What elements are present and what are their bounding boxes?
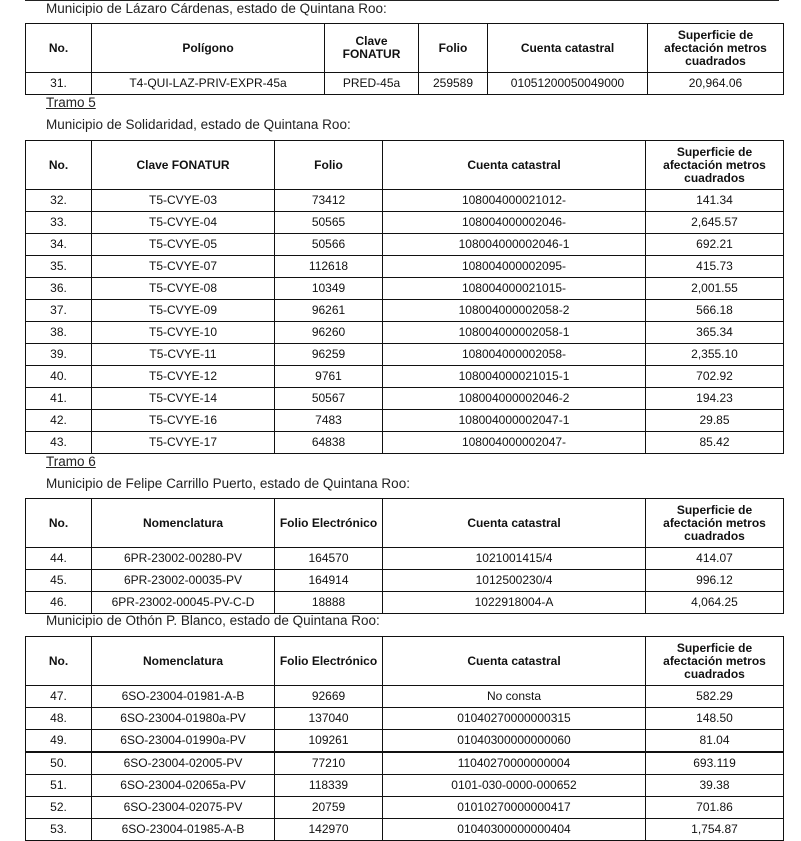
cell-superficie: 702.92 bbox=[646, 366, 784, 388]
cell-clave-fonatur: T5-CVYE-12 bbox=[92, 366, 275, 388]
table-header-row bbox=[26, 499, 784, 548]
cell-no: 42. bbox=[26, 410, 92, 432]
cell-folio-electronico: 142970 bbox=[275, 819, 383, 841]
cell-cuenta-catastral: 108004000002047- bbox=[383, 432, 646, 454]
cell-superficie: 692.21 bbox=[646, 234, 784, 256]
col-header-no: No. bbox=[26, 24, 92, 73]
municipio-othon-p-blanco-caption: Municipio de Othón P. Blanco, estado de Quintana Roo: bbox=[46, 613, 380, 628]
cell-clave-fonatur: T5-CVYE-07 bbox=[92, 256, 275, 278]
cell-cuenta-catastral: 108004000002058-1 bbox=[383, 322, 646, 344]
col-header-cuenta-catastral: Cuenta catastral bbox=[383, 637, 646, 686]
municipio-solidaridad-caption: Municipio de Solidaridad, estado de Quintana Roo: bbox=[46, 117, 351, 132]
cell-clave-fonatur: PRED-45a bbox=[325, 73, 419, 95]
cell-superficie: 194.23 bbox=[646, 388, 784, 410]
cell-cuenta-catastral: 108004000002058- bbox=[383, 344, 646, 366]
table-row bbox=[26, 548, 784, 570]
cell-folio: 96259 bbox=[275, 344, 383, 366]
table-header-row bbox=[26, 141, 784, 190]
col-header-superficie: Superficie de afectación metros cuadrados bbox=[648, 24, 784, 73]
cell-superficie: 20,964.06 bbox=[648, 73, 784, 95]
cell-nomenclatura: 6SO-23004-01990a-PV bbox=[92, 730, 275, 753]
cell-cuenta-catastral: 108004000021015-1 bbox=[383, 366, 646, 388]
cell-cuenta-catastral: 1022918004-A bbox=[383, 592, 646, 614]
cell-superficie: 81.04 bbox=[646, 730, 784, 753]
table-row bbox=[26, 278, 784, 300]
table-header-row bbox=[26, 637, 784, 686]
table-solidaridad bbox=[25, 140, 784, 454]
cell-folio: 50567 bbox=[275, 388, 383, 410]
cell-superficie: 996.12 bbox=[646, 570, 784, 592]
cell-clave-fonatur: T5-CVYE-11 bbox=[92, 344, 275, 366]
cell-folio-electronico: 164914 bbox=[275, 570, 383, 592]
col-header-superficie: Superficie de afectación metros cuadrados bbox=[646, 141, 784, 190]
cell-poligono: T4-QUI-LAZ-PRIV-EXPR-45a bbox=[92, 73, 325, 95]
cell-cuenta-catastral: 108004000021012- bbox=[383, 190, 646, 212]
table-header-row bbox=[26, 24, 784, 73]
table-row bbox=[26, 686, 784, 708]
cell-no: 38. bbox=[26, 322, 92, 344]
cell-nomenclatura: 6SO-23004-02075-PV bbox=[92, 797, 275, 819]
col-header-no: No. bbox=[26, 499, 92, 548]
cell-no: 45. bbox=[26, 570, 92, 592]
col-header-folio: Folio bbox=[275, 141, 383, 190]
cell-no: 46. bbox=[26, 592, 92, 614]
col-header-superficie: Superficie de afectación metros cuadrados bbox=[646, 499, 784, 548]
cell-cuenta-catastral: 108004000002047-1 bbox=[383, 410, 646, 432]
municipio-lazaro-cardenas-caption: Municipio de Lázaro Cárdenas, estado de Quintana Roo: bbox=[46, 1, 387, 16]
cell-no: 39. bbox=[26, 344, 92, 366]
table-row bbox=[26, 708, 784, 730]
table-othon-p-blanco bbox=[25, 636, 784, 841]
cell-nomenclatura: 6SO-23004-01985-A-B bbox=[92, 819, 275, 841]
table-row bbox=[26, 190, 784, 212]
cell-nomenclatura: 6PR-23002-00045-PV-C-D bbox=[92, 592, 275, 614]
cell-no: 43. bbox=[26, 432, 92, 454]
col-header-cuenta-catastral: Cuenta catastral bbox=[383, 499, 646, 548]
cell-folio: 259589 bbox=[419, 73, 488, 95]
cell-superficie: 414.07 bbox=[646, 548, 784, 570]
cell-cuenta-catastral: 01040300000000060 bbox=[383, 730, 646, 753]
cell-folio-electronico: 20759 bbox=[275, 797, 383, 819]
cell-no: 41. bbox=[26, 388, 92, 410]
cell-no: 49. bbox=[26, 730, 92, 753]
cell-superficie: 701.86 bbox=[646, 797, 784, 819]
cell-clave-fonatur: T5-CVYE-17 bbox=[92, 432, 275, 454]
cell-clave-fonatur: T5-CVYE-09 bbox=[92, 300, 275, 322]
cell-no: 51. bbox=[26, 775, 92, 797]
col-header-superficie: Superficie de afectación metros cuadrados bbox=[646, 637, 784, 686]
cell-nomenclatura: 6PR-23002-00280-PV bbox=[92, 548, 275, 570]
cell-superficie: 693.119 bbox=[646, 752, 784, 775]
tramo-6-heading: Tramo 6 bbox=[46, 454, 96, 469]
cell-clave-fonatur: T5-CVYE-08 bbox=[92, 278, 275, 300]
cell-folio: 10349 bbox=[275, 278, 383, 300]
cell-cuenta-catastral: 11040270000000004 bbox=[383, 752, 646, 775]
cell-folio: 73412 bbox=[275, 190, 383, 212]
cell-no: 52. bbox=[26, 797, 92, 819]
cell-no: 53. bbox=[26, 819, 92, 841]
tramo-5-heading: Tramo 5 bbox=[46, 95, 96, 110]
cell-cuenta-catastral: 108004000002046-2 bbox=[383, 388, 646, 410]
cell-cuenta-catastral: 108004000002095- bbox=[383, 256, 646, 278]
table-row bbox=[26, 344, 784, 366]
cell-cuenta-catastral: 1021001415/4 bbox=[383, 548, 646, 570]
table-row bbox=[26, 752, 784, 775]
cell-cuenta-catastral: 01051200050049000 bbox=[488, 73, 648, 95]
col-header-no: No. bbox=[26, 637, 92, 686]
cell-superficie: 2,001.55 bbox=[646, 278, 784, 300]
cell-folio: 112618 bbox=[275, 256, 383, 278]
cell-superficie: 365.34 bbox=[646, 322, 784, 344]
cell-superficie: 85.42 bbox=[646, 432, 784, 454]
cell-clave-fonatur: T5-CVYE-16 bbox=[92, 410, 275, 432]
table-row bbox=[26, 322, 784, 344]
col-header-folio: Folio bbox=[419, 24, 488, 73]
cell-cuenta-catastral: 01010270000000417 bbox=[383, 797, 646, 819]
table-row bbox=[26, 212, 784, 234]
cell-superficie: 566.18 bbox=[646, 300, 784, 322]
col-header-cuenta-catastral: Cuenta catastral bbox=[488, 24, 648, 73]
cell-nomenclatura: 6SO-23004-02065a-PV bbox=[92, 775, 275, 797]
cell-nomenclatura: 6SO-23004-02005-PV bbox=[92, 752, 275, 775]
col-header-nomenclatura: Nomenclatura bbox=[92, 637, 275, 686]
col-header-cuenta-catastral: Cuenta catastral bbox=[383, 141, 646, 190]
cell-folio-electronico: 164570 bbox=[275, 548, 383, 570]
cell-nomenclatura: 6SO-23004-01980a-PV bbox=[92, 708, 275, 730]
table-row bbox=[26, 300, 784, 322]
table-felipe-carrillo-puerto bbox=[25, 498, 784, 614]
cell-no: 31. bbox=[26, 73, 92, 95]
cell-no: 34. bbox=[26, 234, 92, 256]
cell-folio: 7483 bbox=[275, 410, 383, 432]
cell-superficie: 582.29 bbox=[646, 686, 784, 708]
table-row bbox=[26, 388, 784, 410]
cell-superficie: 29.85 bbox=[646, 410, 784, 432]
cell-no: 44. bbox=[26, 548, 92, 570]
table-row bbox=[26, 819, 784, 841]
table-row bbox=[26, 410, 784, 432]
cell-cuenta-catastral: 01040300000000404 bbox=[383, 819, 646, 841]
cell-superficie: 141.34 bbox=[646, 190, 784, 212]
cell-superficie: 39.38 bbox=[646, 775, 784, 797]
col-header-clave-fonatur: Clave FONATUR bbox=[325, 24, 419, 73]
cell-cuenta-catastral: 0101-030-0000-000652 bbox=[383, 775, 646, 797]
cell-superficie: 415.73 bbox=[646, 256, 784, 278]
col-header-poligono: Polígono bbox=[92, 24, 325, 73]
cell-folio: 9761 bbox=[275, 366, 383, 388]
cell-clave-fonatur: T5-CVYE-04 bbox=[92, 212, 275, 234]
cell-nomenclatura: 6SO-23004-01981-A-B bbox=[92, 686, 275, 708]
cell-cuenta-catastral: 108004000002046-1 bbox=[383, 234, 646, 256]
cell-superficie: 2,645.57 bbox=[646, 212, 784, 234]
table-row bbox=[26, 797, 784, 819]
cell-folio-electronico: 109261 bbox=[275, 730, 383, 753]
col-header-no: No. bbox=[26, 141, 92, 190]
table-row bbox=[26, 256, 784, 278]
table-row bbox=[26, 234, 784, 256]
cell-superficie: 148.50 bbox=[646, 708, 784, 730]
table-row bbox=[26, 432, 784, 454]
col-header-folio-electronico: Folio Electrónico bbox=[275, 637, 383, 686]
table-row bbox=[26, 570, 784, 592]
cell-no: 37. bbox=[26, 300, 92, 322]
cell-no: 32. bbox=[26, 190, 92, 212]
col-header-nomenclatura: Nomenclatura bbox=[92, 499, 275, 548]
cell-clave-fonatur: T5-CVYE-03 bbox=[92, 190, 275, 212]
cell-folio: 50566 bbox=[275, 234, 383, 256]
cell-folio: 64838 bbox=[275, 432, 383, 454]
cell-cuenta-catastral: 108004000021015- bbox=[383, 278, 646, 300]
cell-folio-electronico: 92669 bbox=[275, 686, 383, 708]
cell-superficie: 1,754.87 bbox=[646, 819, 784, 841]
cell-folio-electronico: 137040 bbox=[275, 708, 383, 730]
cell-clave-fonatur: T5-CVYE-05 bbox=[92, 234, 275, 256]
cell-cuenta-catastral: 108004000002058-2 bbox=[383, 300, 646, 322]
cell-cuenta-catastral: No consta bbox=[383, 686, 646, 708]
cell-clave-fonatur: T5-CVYE-10 bbox=[92, 322, 275, 344]
municipio-felipe-carrillo-puerto-caption: Municipio de Felipe Carrillo Puerto, estado de Quintana Roo: bbox=[46, 476, 410, 491]
cell-no: 33. bbox=[26, 212, 92, 234]
col-header-folio-electronico: Folio Electrónico bbox=[275, 499, 383, 548]
cell-cuenta-catastral: 1012500230/4 bbox=[383, 570, 646, 592]
table-lazaro-cardenas bbox=[25, 23, 784, 95]
cell-cuenta-catastral: 01040270000000315 bbox=[383, 708, 646, 730]
cell-folio: 50565 bbox=[275, 212, 383, 234]
table-row bbox=[26, 73, 784, 95]
cell-no: 50. bbox=[26, 752, 92, 775]
cell-no: 48. bbox=[26, 708, 92, 730]
cell-folio-electronico: 77210 bbox=[275, 752, 383, 775]
col-header-clave-fonatur: Clave FONATUR bbox=[92, 141, 275, 190]
table-row bbox=[26, 775, 784, 797]
table-row bbox=[26, 366, 784, 388]
cell-superficie: 4,064.25 bbox=[646, 592, 784, 614]
cell-nomenclatura: 6PR-23002-00035-PV bbox=[92, 570, 275, 592]
cell-folio: 96261 bbox=[275, 300, 383, 322]
table-row bbox=[26, 592, 784, 614]
table-row bbox=[26, 730, 784, 753]
cell-clave-fonatur: T5-CVYE-14 bbox=[92, 388, 275, 410]
cell-folio: 96260 bbox=[275, 322, 383, 344]
cell-no: 36. bbox=[26, 278, 92, 300]
cell-superficie: 2,355.10 bbox=[646, 344, 784, 366]
cell-no: 40. bbox=[26, 366, 92, 388]
cell-folio-electronico: 118339 bbox=[275, 775, 383, 797]
cell-folio-electronico: 18888 bbox=[275, 592, 383, 614]
cell-no: 47. bbox=[26, 686, 92, 708]
cell-no: 35. bbox=[26, 256, 92, 278]
cell-cuenta-catastral: 108004000002046- bbox=[383, 212, 646, 234]
